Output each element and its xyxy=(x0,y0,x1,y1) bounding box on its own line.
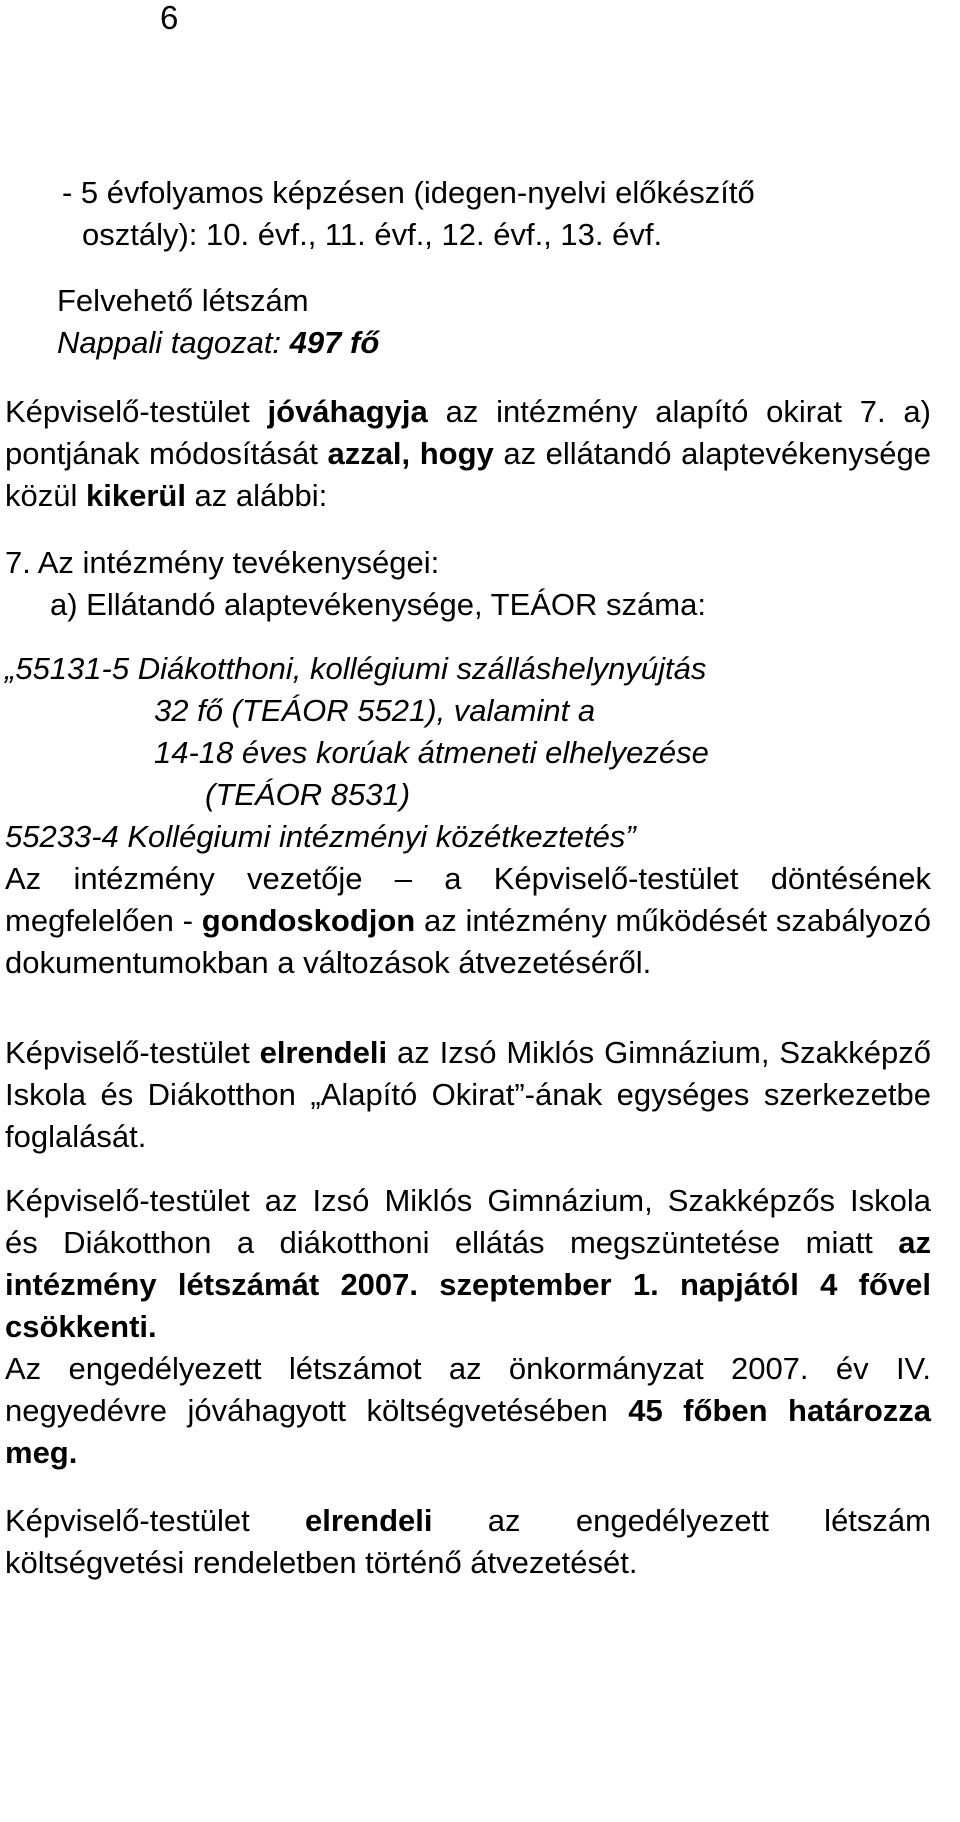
quote-line-3: 14-18 éves korúak átmeneti elhelyezése xyxy=(154,735,709,770)
admission-title: Felvehető létszám xyxy=(57,283,309,318)
text-run: az engedélyezett létszám költségvetési rendeletben történő átvezetését. xyxy=(5,1503,931,1580)
text-run: az ellátandó alaptevékenysége közül xyxy=(5,436,931,513)
bold-run: 45 főben határozza meg. xyxy=(5,1393,931,1470)
activities-title: 7. Az intézmény tevékenységei: xyxy=(5,545,440,580)
activities-quote xyxy=(5,648,931,858)
charter-paragraph xyxy=(5,1032,931,1158)
bold-run: jóváhagyja xyxy=(267,394,428,429)
bold-run: kikerül xyxy=(85,478,186,513)
staff-reduction-paragraph xyxy=(5,1180,931,1348)
activities-heading xyxy=(5,542,931,626)
admission-count: 497 fő xyxy=(289,325,380,360)
bold-run: elrendeli xyxy=(305,1503,433,1538)
quote-line-2: 32 fő (TEÁOR 5521), valamint a xyxy=(154,693,596,728)
text-run: az Izsó Miklós Gimnázium, Szakképző Iskola és Diákotthon „Alapító Okirat”-ának egységes szerkezetbe foglalását. xyxy=(5,1035,931,1154)
page-number: 6 xyxy=(160,0,179,36)
director-paragraph xyxy=(5,858,931,984)
bold-run: gondoskodjon xyxy=(201,903,416,938)
approved-staff-paragraph xyxy=(5,1348,931,1474)
approval-paragraph xyxy=(5,391,931,517)
admission-paragraph xyxy=(57,280,960,364)
text-run: Képviselő-testület az Izsó Miklós Gimnázium, Szakképzős Iskola és Diákotthon a diákotthoni ellátás megszüntetése miatt xyxy=(5,1183,931,1260)
text-run: az alábbi: xyxy=(185,478,328,513)
bold-run: elrendeli xyxy=(259,1035,388,1070)
admission-label: Nappali tagozat: xyxy=(57,325,290,360)
quote-line-4: (TEÁOR 8531) xyxy=(205,777,411,812)
text-run: az intézmény működését szabályozó dokumentumokban a változások átvezetéséről. xyxy=(5,903,931,980)
activities-subtitle: a) Ellátandó alaptevékenysége, TEÁOR száma: xyxy=(50,587,706,622)
text-run: Képviselő-testület xyxy=(5,394,268,429)
grade-line-2: osztály): 10. évf., 11. évf., 12. évf., 13. évf. xyxy=(82,217,663,252)
text-run: Az intézmény vezetője – a Képviselő-testület döntésének megfelelően - xyxy=(5,861,931,938)
budget-paragraph xyxy=(5,1500,931,1584)
text-run: Az engedélyezett létszámot az önkormányzat 2007. év IV. negyedévre jóváhagyott költségvetésében xyxy=(5,1351,931,1428)
grade-line-1: - 5 évfolyamos képzésen (idegen-nyelvi előkészítő xyxy=(62,175,755,210)
bold-run: azzal, hogy xyxy=(327,436,494,471)
admission-day-shift xyxy=(57,322,960,364)
bold-run: az intézmény létszámát 2007. szeptember 1. napjától 4 fővel csökkenti. xyxy=(5,1225,931,1344)
text-run: Képviselő-testület xyxy=(5,1035,260,1070)
grade-list-paragraph xyxy=(62,172,960,256)
quote-line-5: 55233-4 Kollégiumi intézményi közétkeztetés” xyxy=(5,819,636,854)
text-run: Képviselő-testület xyxy=(5,1503,305,1538)
text-run: az intézmény alapító okirat 7. a) pontjának módosítását xyxy=(5,394,931,471)
quote-line-1: „55131-5 Diákotthoni, kollégiumi szálláshelynyújtás xyxy=(5,651,707,686)
